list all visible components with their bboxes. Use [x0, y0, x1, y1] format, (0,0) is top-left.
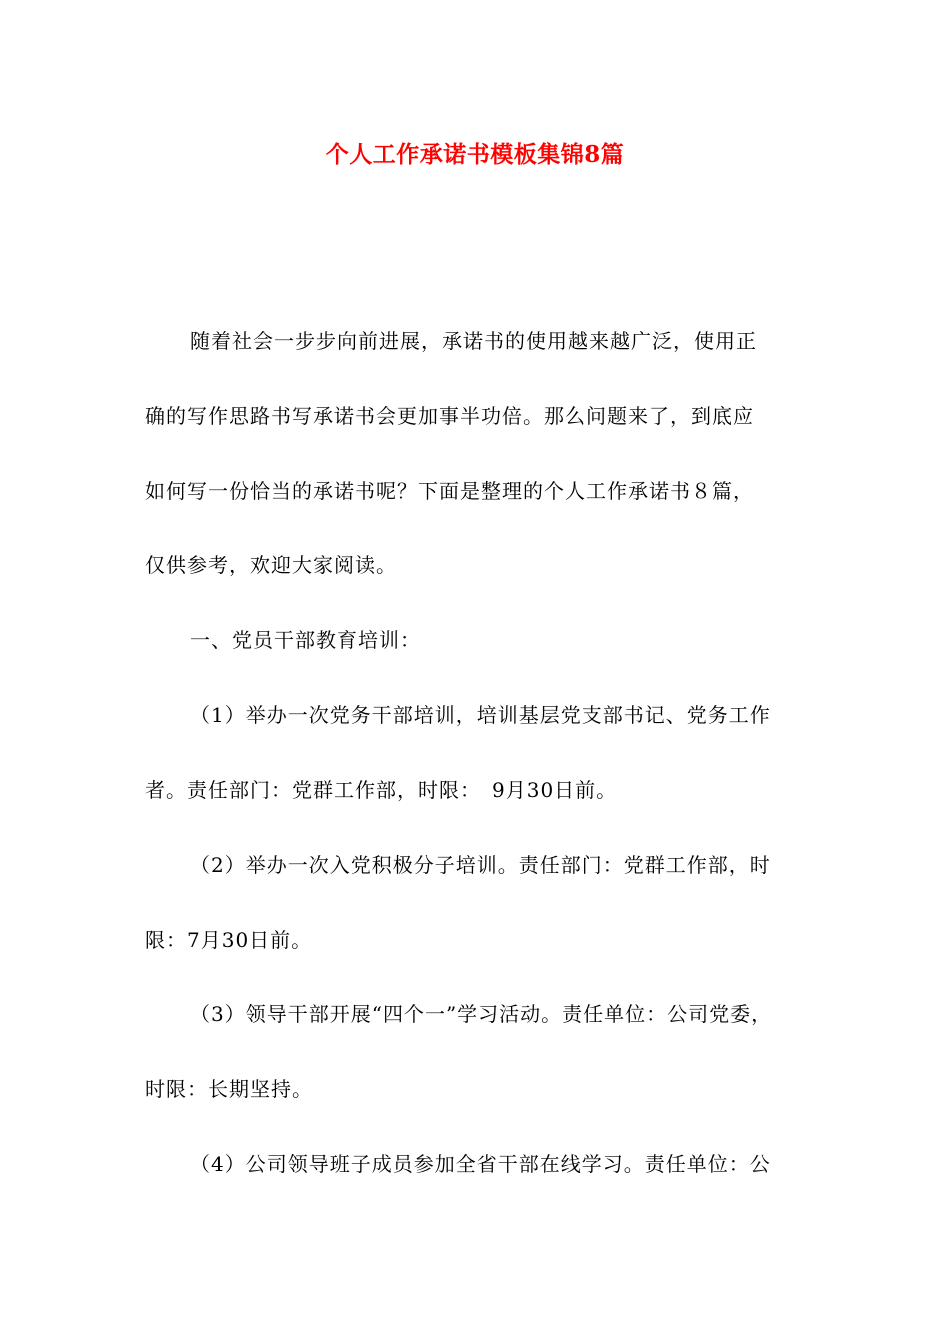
paragraph-line: 随着社会一步步向前进展，承诺书的使用越来越广泛，使用正	[190, 329, 757, 353]
paragraph-line: 仅供参考，欢迎大家阅读。	[145, 553, 397, 577]
list-item-line: 限：7月30日前。	[145, 928, 313, 952]
list-item-line: 者。责任部门：党群工作部，时限： 9月30日前。	[145, 778, 618, 802]
list-item-line: （4）公司领导班子成员参加全省干部在线学习。责任单位：公	[190, 1152, 771, 1176]
list-item-line: （3）领导干部开展“四个一”学习活动。责任单位：公司党委，	[190, 1002, 773, 1026]
paragraph-line: 确的写作思路书写承诺书会更加事半功倍。那么问题来了，到底应	[145, 404, 754, 428]
paragraph-line: 如何写一份恰当的承诺书呢？下面是整理的个人工作承诺书８篇，	[145, 479, 754, 503]
list-item-line: 时限：长期坚持。	[145, 1077, 313, 1101]
document-title: 个人工作承诺书模板集锦8篇	[325, 141, 625, 168]
list-item-line: （1）举办一次党务干部培训，培训基层党支部书记、党务工作	[190, 703, 771, 727]
list-item-line: （2）举办一次入党积极分子培训。责任部门：党群工作部，时	[190, 853, 771, 877]
section-heading: 一、党员干部教育培训：	[190, 628, 421, 652]
